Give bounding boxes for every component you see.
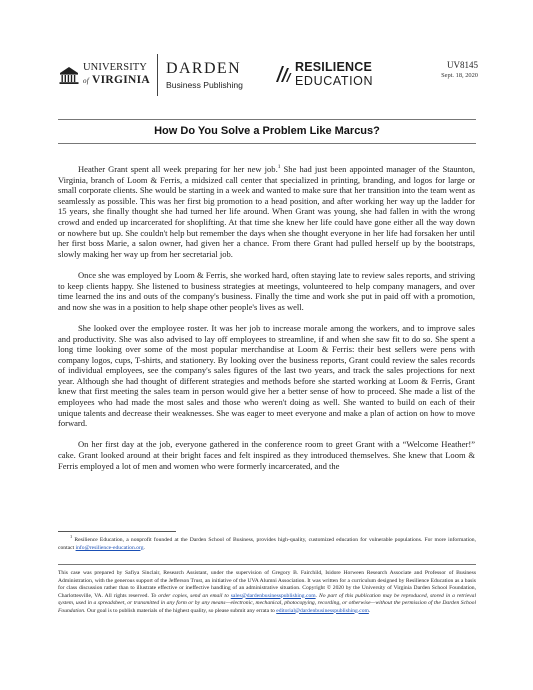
uva-virginia: VIRGINIA	[92, 74, 151, 86]
footnote-reference: 1	[277, 164, 281, 171]
title-rule-top	[58, 119, 476, 120]
footnote-number: 1	[70, 534, 73, 540]
darden-logo	[166, 60, 266, 90]
title-rule-bottom	[58, 143, 476, 144]
footnote	[58, 534, 476, 552]
legal-rule	[58, 564, 476, 565]
legal-text-1: This case was prepared by Safiya Sinclair, Research Assistant, under the supervision of Gregory B. Fairchild, Isidore Horween Research Associate and Professor of Business Administration, with the generous support of the Jefferson Trust, an initiative of the UVA Alumni Association. It was written for a curriculum designed by Resilience Education as a basis for class discussion rather than to illustrate effective or ineffective handling of an administrative situation. Copyright © 2020 by the University of Virginia Darden School Foundation, Charlottesville, VA. All rights reserved.	[58, 570, 476, 599]
uva-of: of	[83, 77, 90, 85]
rotunda-icon	[58, 64, 80, 86]
uva-wordmark	[83, 62, 155, 87]
footnote-end: .	[143, 544, 145, 551]
darden-name: DARDEN	[166, 60, 242, 77]
page-title: How Do You Solve a Problem Like Marcus?	[154, 125, 380, 137]
resilience-line1: RESILIENCE	[295, 60, 373, 74]
uva-line2	[83, 74, 155, 87]
paragraph-3: She looked over the employee roster. It was her job to increase morale among the workers, and to improve sales and productivity. She was also advised to lay off employees to streamline, if and when she saw fit to do so. She spent a long time looking over some of the most popular merchandise at Loom & Ferris: their best sellers were pens with company logos, cups, T-shirts, and stationery. By looking over the business reports, Grant could review the sales records of individual employees, see the company's sales figures of the last two years, and track the sales projections for next year. Although she had thought of different strategies and methods before she started working at Loom & Ferris, Grant knew that first meeting the sales team in person would give her a better sense of how to proceed. She made a list of the employees who had made the most sales and those who weren't doing as well. She wanted to build on each of their unique talents and decrease their weaknesses. She was eager to meet everyone and make a plan of action on how to move forward.	[58, 322, 475, 429]
header-divider	[157, 54, 158, 96]
paragraph-1-start: Heather Grant spent all week preparing for her new job.	[78, 164, 278, 174]
legal-end: .	[368, 607, 371, 614]
paragraph-1	[58, 164, 475, 259]
uva-line1: UNIVERSITY	[83, 62, 147, 73]
case-code: UV8145	[447, 60, 478, 70]
sales-email-link[interactable]: sales@dardenbusinesspublishing.com	[230, 592, 316, 599]
case-date: Sept. 18, 2020	[441, 72, 478, 79]
resilience-leaf-icon	[274, 62, 292, 84]
case-body	[58, 164, 475, 471]
page-header	[58, 54, 478, 100]
paragraph-4: On her first day at the job, everyone gathered in the conference room to greet Grant with a “Welcome Heather!” cake. Grant looked around at their bright faces and felt inspired as they introduced themselves. She knew that Loom & Ferris employed a lot of men and women who were formerly incarcerated, and the	[58, 439, 475, 471]
uva-logo	[58, 62, 150, 90]
footnote-rule	[58, 531, 176, 532]
legal-order-copies: To order copies, send an email to	[150, 592, 231, 599]
paragraph-1-rest: She had just been appointed manager of the Staunton, Virginia, branch of Loom & Ferris, a midsized call center that specialized in printing, branding, and logos for large or small corporate clients. She would be starting in a week and wanted to make sure that her transition into the team went as seamlessly as possible. This was her first big promotion to a head position, and after working her way up the ladder for 15 years, she finally thought she had turned her life around. When Grant was young, she had fallen in with the wrong crowd and ended up incarcerated for shoplifting. At that time she knew her life could have gone either all the way down or nowhere but up. She couldn't help but remember the days when she thought everyone in her life had forsaken her until her first boss Marie, a salon owner, had given her a chance. From there Grant had pulled herself up by the bootstraps, slowly making her way up from her secretarial job.	[58, 164, 475, 259]
copyright-notice	[58, 570, 476, 615]
legal-restrictions: . No part of this publication may be reproduced, stored in a retrieval system, used in a spreadsheet, or transmitted in any form or by any means—electronic, mechanical, photocopying, recording, or otherwise—without the permission of the Darden School Foundation.	[58, 592, 477, 614]
editorial-email-link[interactable]: editorial@dardenbusinesspublishing.com	[276, 607, 369, 614]
footnote-email-link[interactable]: info@resilience-education.org	[75, 544, 144, 551]
footnote-text: Resilience Education, a nonprofit founded at the Darden School of Business, provides high-quality, customized education for vulnerable populations. For more information, contact	[58, 537, 476, 551]
case-id	[408, 60, 478, 80]
legal-text-4: Our goal is to publish materials of the highest quality, so please submit any errata to	[85, 607, 277, 614]
paragraph-2: Once she was employed by Loom & Ferris, she worked hard, often staying late to review sales reports, and striving to keep clients happy. She listened to business strategies at meetings, volunteered to help company managers, and over time learned the ins and outs of the company's business. Finally the time and work she put in paid off with a promotion, and now she was in a position to help shape other people's lives as well.	[58, 269, 475, 312]
resilience-line2: EDUCATION	[295, 74, 374, 88]
darden-subtitle: Business Publishing	[166, 80, 243, 90]
